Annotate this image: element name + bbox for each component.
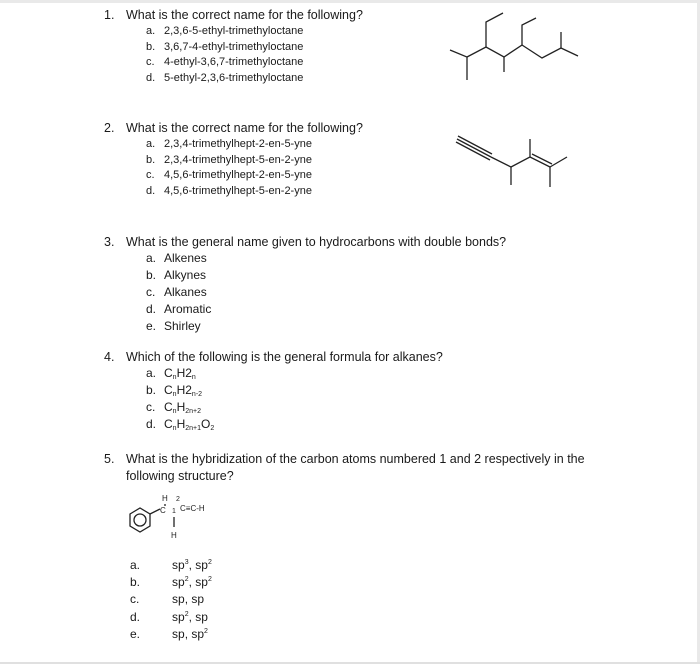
question-3 [104, 234, 506, 251]
option-text: Alkenes [164, 251, 207, 265]
formula-oxygen-subscript: 2 [210, 425, 215, 432]
option-text: 4,5,6-trimethylhept-5-en-2-yne [164, 184, 312, 197]
option-letter: b. [130, 575, 141, 590]
hybrid-second-superscript: 2 [204, 627, 208, 635]
question-number: 5. [104, 452, 115, 466]
question-4 [104, 349, 443, 366]
question-text-line-2: following structure? [126, 469, 234, 483]
option-letter: c. [146, 56, 155, 68]
formula-hydrogen: H2 [176, 383, 192, 397]
hybrid-second: sp [195, 575, 208, 590]
option-text: 4,5,6-trimethylhept-2-en-5-yne [164, 169, 312, 181]
option-letter: b. [146, 383, 157, 397]
hybrid-first: sp [172, 609, 185, 624]
option-c[interactable]: c. sp, sp [130, 591, 212, 608]
alkyne-chain-label: C≡C-H [180, 504, 205, 513]
question-5-options [130, 557, 212, 643]
question-text: Which of the following is the general formula for alkanes? [126, 350, 443, 364]
option-text: Alkynes [164, 268, 207, 282]
hybrid-second: sp [191, 626, 205, 641]
question-1-skeletal-structure [448, 10, 588, 90]
formula-hydrogen-subscript: 2n+1 [185, 425, 202, 432]
question-text: What is the correct name for the following? [126, 8, 363, 22]
option-text: 2,3,4-trimethylhept-5-en-2-yne [164, 153, 312, 166]
triple-bond-line [458, 136, 492, 154]
option-text: 3,6,7-4-ethyl-trimethyloctane [164, 40, 304, 53]
question-5 [104, 451, 585, 468]
formula [164, 417, 214, 431]
option-letter: c. [146, 400, 156, 414]
bond-segment [511, 139, 530, 167]
option-letter: d. [130, 609, 141, 624]
formula-hydrogen-subscript: n-2 [191, 391, 203, 398]
hybrid-first: sp [172, 592, 185, 607]
question-2-options [146, 137, 312, 199]
formula-carbon-subscript: n [172, 408, 177, 415]
formula-carbon: C [164, 366, 173, 380]
option-text: 2,3,6-5-ethyl-trimethyloctane [164, 25, 304, 37]
hybrid-second-superscript: 2 [207, 559, 212, 566]
option-letter: a. [130, 558, 141, 572]
hybrid-first: sp [172, 626, 185, 641]
option-c[interactable] [146, 55, 303, 71]
hybrid-second: sp [191, 592, 205, 607]
option-a[interactable] [146, 250, 211, 267]
carbon-number-2-label: 2 [176, 496, 180, 503]
option-letter: d. [146, 302, 157, 316]
benzene-ring [130, 508, 150, 532]
option-e[interactable] [146, 318, 211, 335]
question-2-skeletal-structure [455, 127, 585, 209]
formula-carbon-subscript: n [172, 391, 177, 398]
option-letter: e. [146, 319, 157, 333]
option-b[interactable] [146, 267, 211, 284]
bond-segment [450, 50, 467, 80]
option-d[interactable] [146, 184, 312, 200]
triple-bond-line [456, 142, 490, 160]
triple-bond-line [457, 139, 491, 157]
option-letter: a. [146, 366, 157, 380]
option-c[interactable] [146, 284, 211, 301]
question-text: What is the general name given to hydrocarbons with double bonds? [126, 235, 507, 249]
option-a[interactable] [146, 137, 312, 153]
option-e[interactable]: e. sp, $sp^2$ [130, 626, 212, 643]
question-4-options [146, 365, 214, 433]
option-text: Alkanes [164, 285, 207, 299]
formula-hydrogen: H [176, 417, 186, 431]
question-1 [104, 7, 363, 24]
option-letter: b. [146, 268, 157, 282]
question-number: 1. [104, 8, 115, 22]
option-letter: d. [146, 184, 156, 197]
bond-segment [467, 18, 536, 57]
option-text: 4-ethyl-3,6,7-trimethyloctane [164, 56, 304, 68]
question-text-line-1: What is the hybridization of the carbon atoms numbered 1 and 2 respectively in the [126, 452, 585, 466]
option-letter: a. [146, 251, 157, 265]
option-b[interactable]: b. $sp^2$, $sp^2$ [130, 574, 212, 591]
bond-segment [491, 157, 511, 185]
question-number: 3. [104, 235, 115, 249]
question-5-structure-diagram [122, 490, 252, 546]
option-letter: b. [146, 40, 156, 53]
question-text: What is the correct name for the following? [126, 121, 363, 135]
hybrid-second-superscript: 2 [207, 576, 212, 584]
formula [164, 383, 202, 397]
option-letter: d. [146, 71, 156, 84]
question-3-options [146, 250, 211, 335]
formula-hydrogen: H [176, 400, 186, 414]
option-letter: d. [146, 417, 157, 431]
question-number: 4. [104, 350, 115, 364]
hybrid-first-superscript: 3 [184, 559, 189, 566]
option-text: 5-ethyl-2,3,6-trimethyloctane [164, 71, 304, 84]
option-letter: b. [146, 153, 156, 166]
formula-carbon-subscript: n [172, 425, 177, 432]
frame-top-edge [0, 0, 700, 3]
option-d[interactable] [146, 301, 211, 318]
option-d[interactable]: d. $sp^2$, sp [130, 609, 212, 626]
option-b[interactable] [146, 153, 312, 169]
formula-hydrogen: H2 [176, 366, 192, 380]
option-letter: e. [130, 626, 141, 641]
formula-hydrogen-subscript: 2n+2 [185, 408, 202, 415]
hybrid-first: sp [172, 575, 185, 590]
option-a[interactable] [146, 24, 303, 40]
option-a[interactable] [146, 365, 214, 382]
bond-segment [150, 509, 160, 514]
option-text: Aromatic [164, 302, 212, 316]
carbon-label: C [160, 506, 166, 515]
formula-carbon: C [164, 417, 173, 431]
bond-segment [486, 13, 503, 47]
option-d[interactable] [146, 416, 214, 433]
option-letter: c. [130, 592, 140, 607]
option-a[interactable]: a. $sp^3$, $sp^2$ [130, 557, 212, 574]
option-b[interactable] [146, 40, 303, 56]
formula [164, 366, 196, 380]
formula-hydrogen-subscript: n [191, 374, 196, 381]
option-d[interactable] [146, 71, 303, 87]
formula-carbon-subscript: n [172, 374, 177, 381]
option-letter: c. [146, 169, 155, 181]
option-text: 2,3,4-trimethylhept-2-en-5-yne [164, 138, 312, 150]
option-c[interactable] [146, 168, 312, 184]
option-letter: a. [146, 25, 156, 37]
question-5-line-2 [126, 468, 234, 485]
formula-oxygen: O [201, 417, 211, 431]
option-letter: a. [146, 138, 156, 150]
hybrid-first-superscript: 2 [184, 576, 189, 584]
hydrogen-bottom-label: H [171, 531, 177, 540]
hybrid-first: sp [172, 558, 185, 572]
formula-carbon: C [164, 383, 173, 397]
hybrid-first-superscript: 2 [184, 610, 189, 618]
question-number: 2. [104, 121, 115, 135]
hybrid-second: sp [195, 609, 208, 624]
carbon-number-1-label: 1 [172, 508, 176, 515]
bond-segment [522, 45, 578, 58]
option-c[interactable] [146, 399, 214, 416]
option-text: Shirley [164, 319, 201, 333]
formula [164, 400, 201, 414]
option-letter: c. [146, 285, 156, 299]
question-1-options [146, 24, 303, 86]
bond-segment [550, 157, 567, 167]
hydrogen-top-label: H [162, 494, 168, 503]
benzene-ring-circle [134, 514, 146, 526]
hybrid-second: sp [195, 558, 208, 572]
option-b[interactable] [146, 382, 214, 399]
question-2 [104, 120, 363, 137]
formula-carbon: C [164, 400, 173, 414]
